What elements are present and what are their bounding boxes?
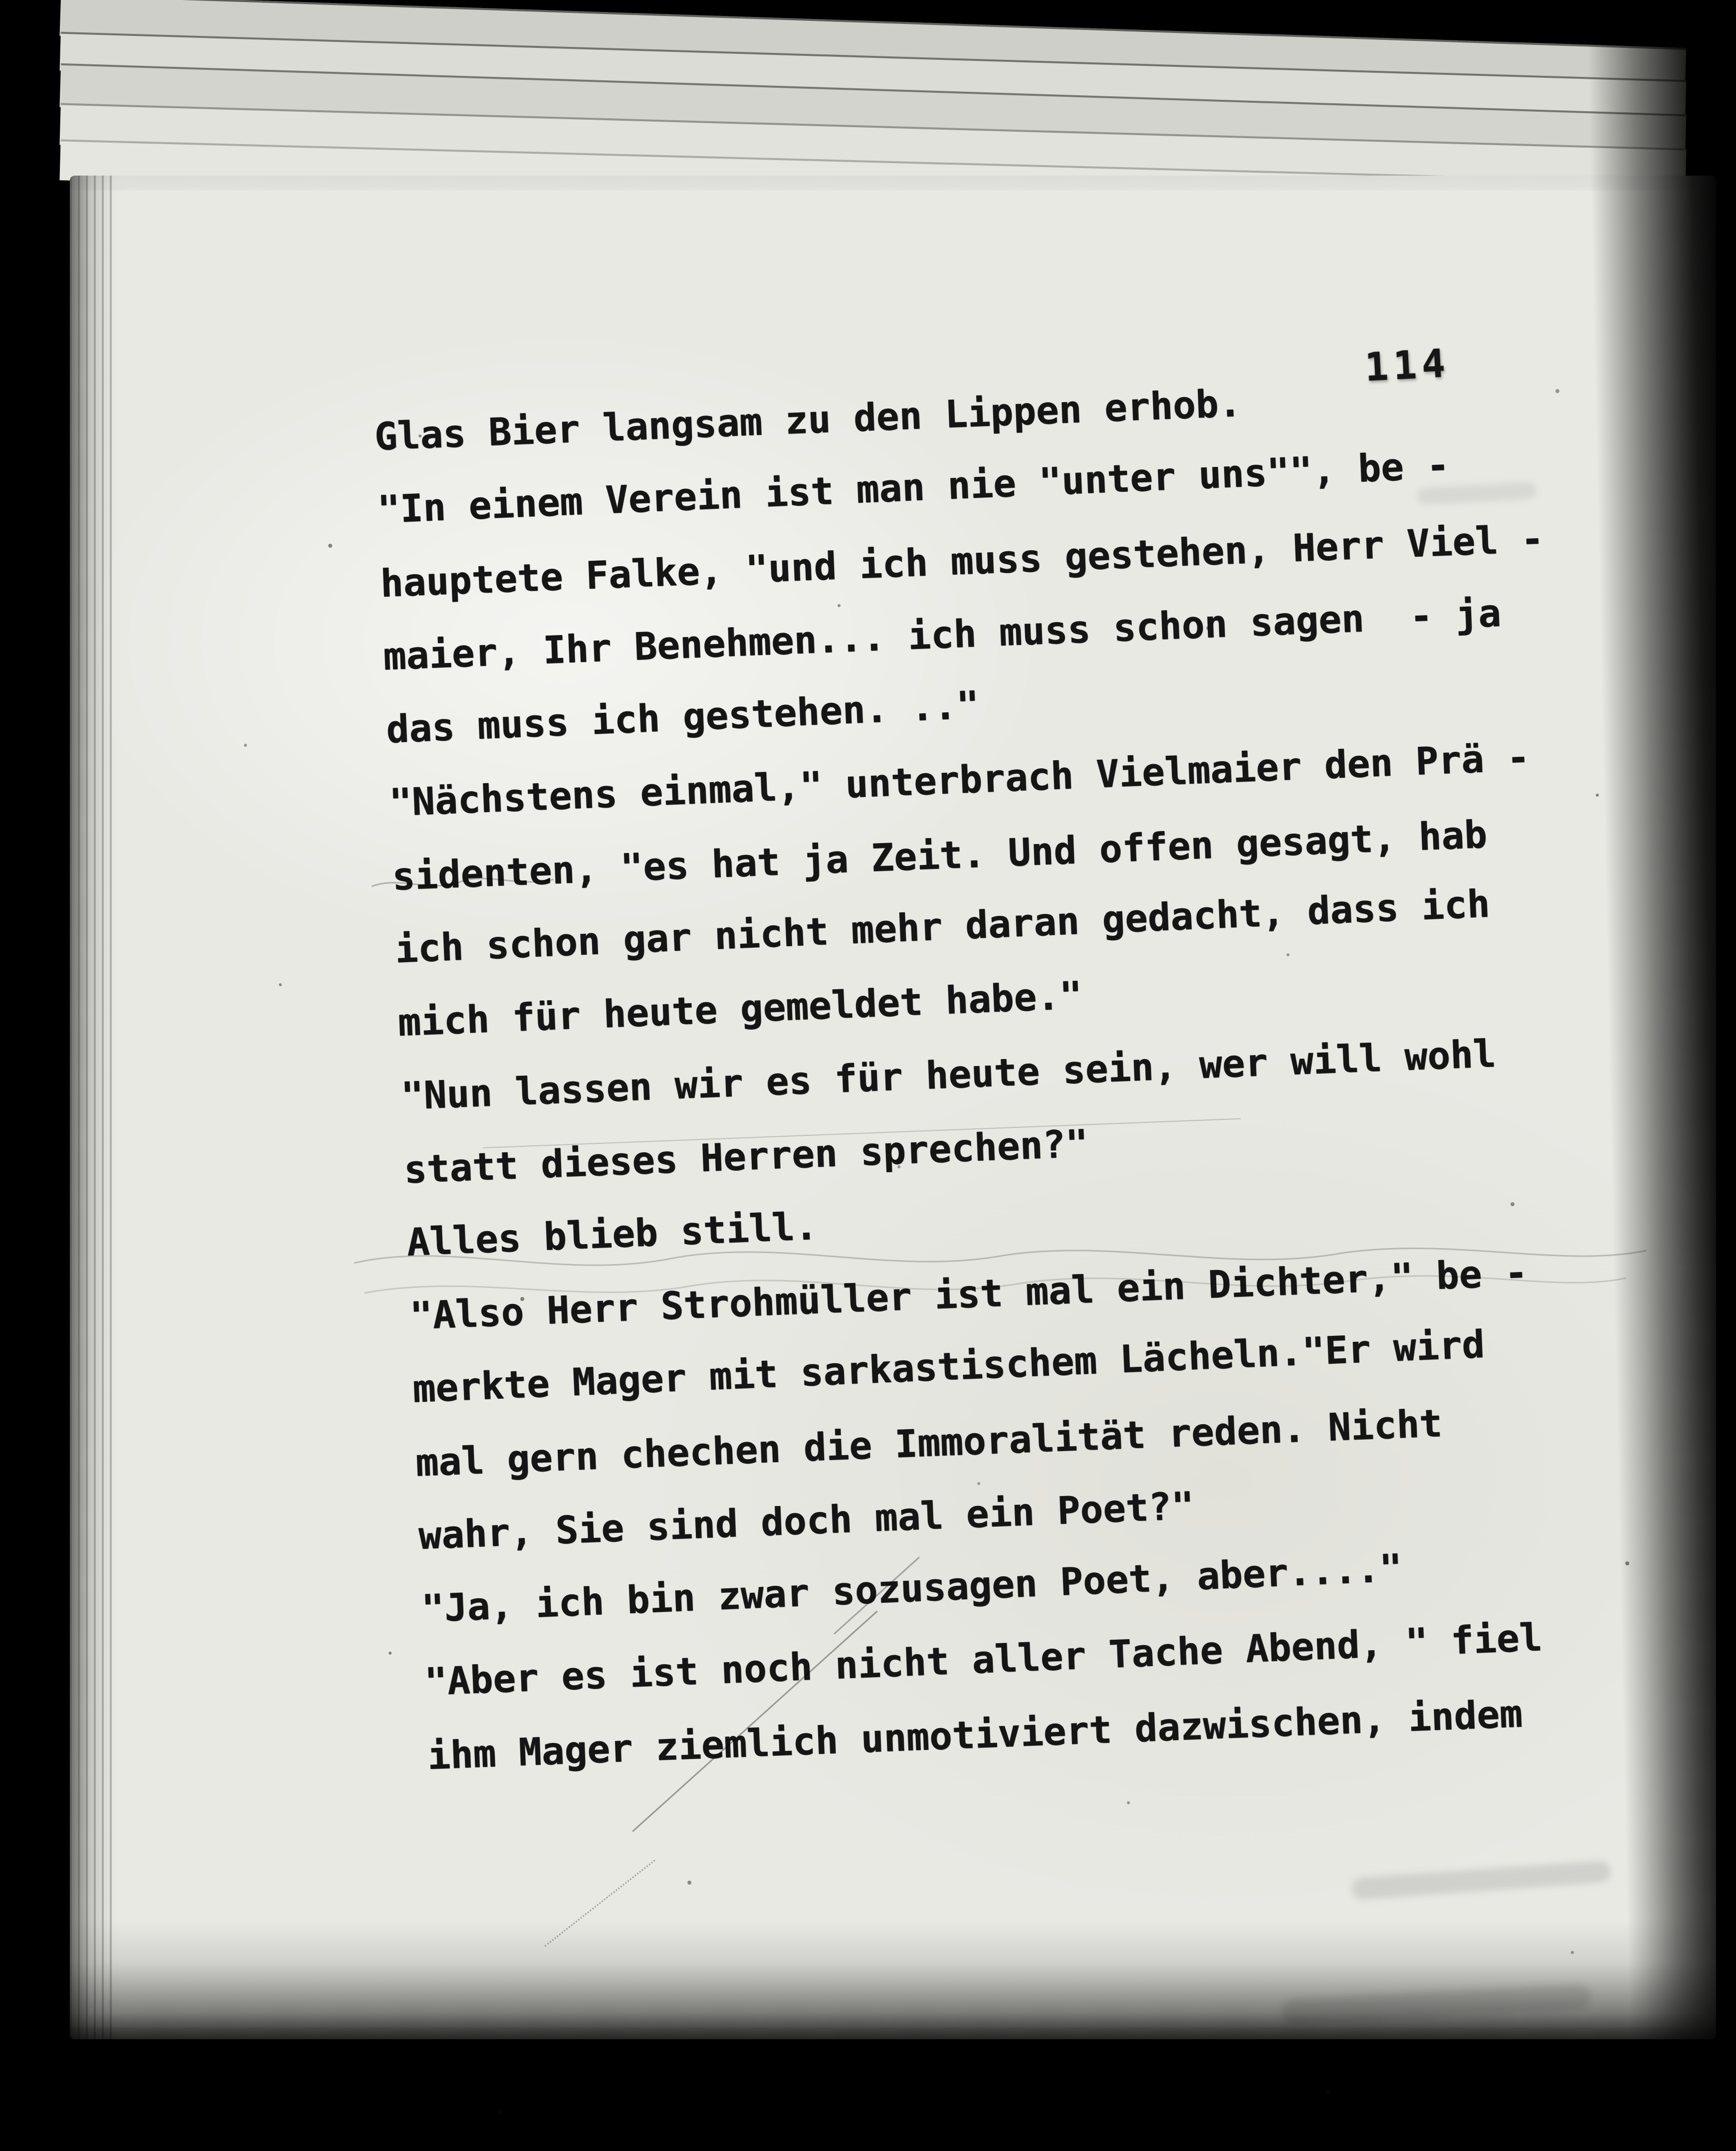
typescript-line: "Aber es ist noch nicht aller Tache Abend, " fiel xyxy=(424,1615,1543,1705)
typescript-line: "Nun lassen wir es für heute sein, wer will wohl xyxy=(400,1031,1497,1118)
manuscript-page xyxy=(70,176,1716,2039)
typescript-line: "In einem Verein ist man nie "unter uns"", be - xyxy=(376,442,1451,532)
typescript-line: ihm Mager ziemlich unmotiviert dazwischen, indem xyxy=(427,1691,1523,1778)
typescript-line: das muss ich gestehen. .." xyxy=(385,682,980,752)
typescript-line: merkte Mager mit sarkastischem Lächeln."Er wird xyxy=(412,1321,1486,1411)
scratch-mark xyxy=(544,1860,655,1947)
typescript-line: maier, Ihr Benehmen... ich muss schon sagen - ja xyxy=(382,590,1502,679)
typescript-line: hauptete Falke, "und ich muss gestehen, Herr Viel - xyxy=(379,516,1545,606)
typescript-line: ich schon gar nicht mehr daran gedacht, dass ich xyxy=(394,881,1491,972)
typescript-text xyxy=(374,365,1646,1806)
typescript-line: "Ja, ich bin zwar sozusagen Poet, aber...." xyxy=(421,1545,1403,1631)
typescript-line: statt dieses Herren sprechen?" xyxy=(403,1121,1089,1192)
typescript-line: sidenten, "es hat ja Zeit. Und offen gesagt, hab xyxy=(391,812,1488,899)
typescript-line: "Nächstens einmal," unterbrach Vielmaier den Prä - xyxy=(388,734,1530,825)
left-page-edge xyxy=(70,176,115,2039)
typescript-line: "Also Herr Strohmüller ist mal ein Dichter," be - xyxy=(409,1250,1528,1338)
typescript-line: Alles blieb still. xyxy=(406,1203,819,1265)
squiggle-line xyxy=(369,871,559,896)
typescript-line: mal gern chechen die Immoralität reden. Nicht xyxy=(415,1400,1443,1485)
page-number: 114 xyxy=(1363,341,1452,391)
squiggle-line xyxy=(349,1228,1666,1313)
ink-smudge xyxy=(1282,1983,1592,2025)
typescript-line: mich für heute gemeldet habe." xyxy=(397,973,1084,1045)
bottom-page-edge xyxy=(165,2133,1412,2147)
typescript-line: wahr, Sie sind doch mal ein Poet?" xyxy=(418,1483,1195,1558)
typescript-line: Glas Bier langsam zu den Lippen erhob. xyxy=(374,380,1242,459)
ink-smudge xyxy=(1351,1860,1612,1900)
